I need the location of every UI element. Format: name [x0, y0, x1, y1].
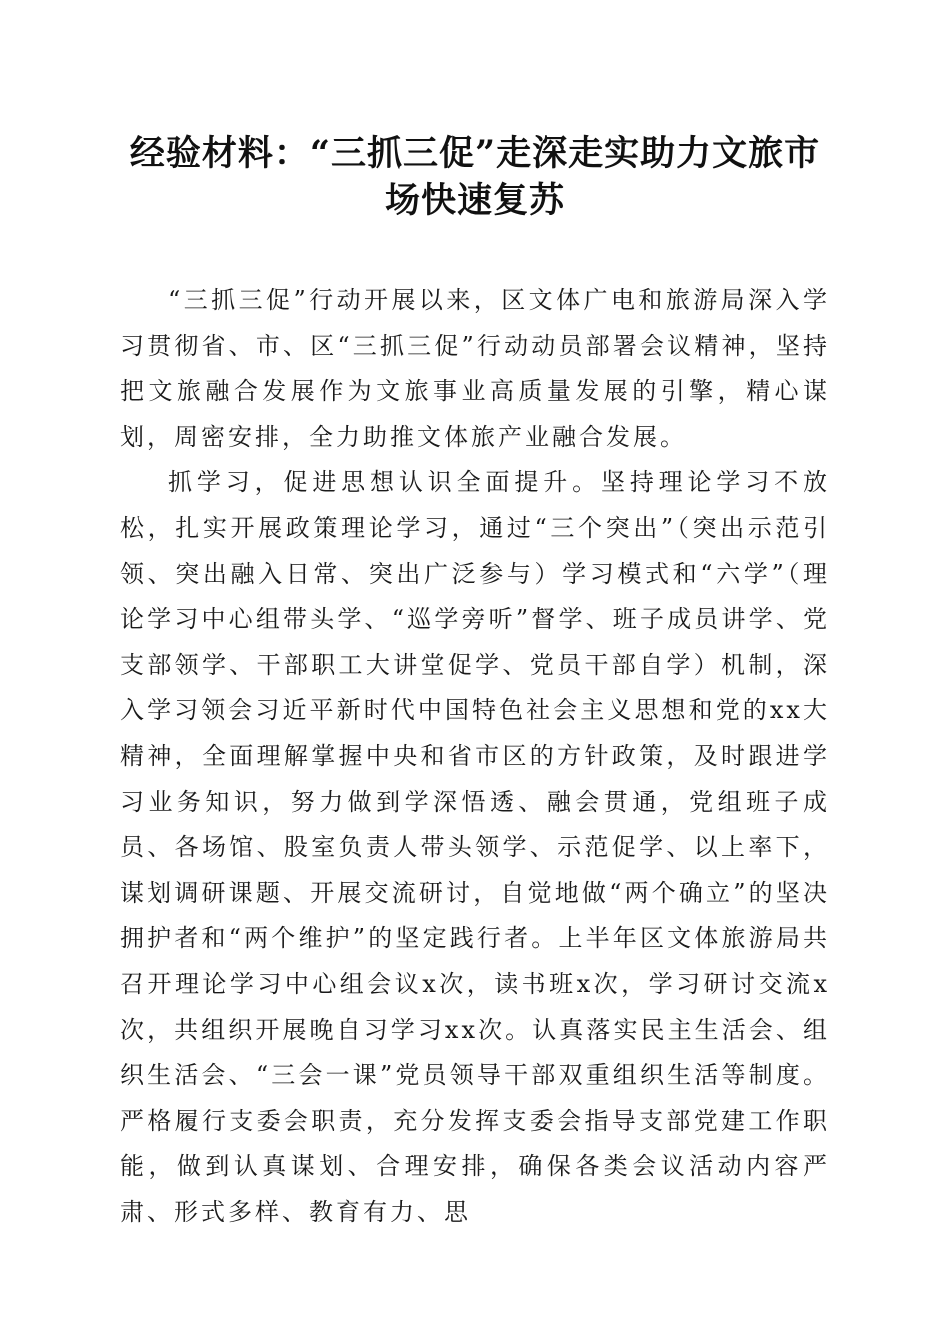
paragraph-study: 抓学习，促进思想认识全面提升。坚持理论学习不放松，扎实开展政策理论学习，通过“三个突出”（突出示范引领、突出融入日常、突出广泛参与）学习模式和“六学”（理论学习中心组带头学、“巡学旁听”督学、班子成员讲学、党支部领学、干部职工大讲堂促学、党员干部自学）机制，深入学习领会习近平新时代中国特色社会主义思想和党的xx大精神，全面理解掌握中央和省市区的方针政策，及时跟进学习业务知识，努力做到学深悟透、融会贯通，党组班子成员、各场馆、股室负责人带头领学、示范促学、以上率下，谋划调研课题、开展交流研讨，自觉地做“两个确立”的坚决拥护者和“两个维护”的坚定践行者。上半年区文体旅游局共召开理论学习中心组会议x次，读书班x次，学习研讨交流x次，共组织开展晚自习学习xx次。认真落实民主生活会、组织生活会、“三会一课”党员领导干部双重组织生活等制度。严格履行支委会职责，充分发挥支委会指导支部党建工作职能，做到认真谋划、合理安排，确保各类会议活动内容严肃、形式多样、教育有力、思 — [120, 468, 830, 1226]
document-title: 经验材料：“三抓三促”走深走实助力文旅市场快速复苏 — [129, 133, 821, 221]
paragraph-intro: “三抓三促”行动开展以来，区文体广电和旅游局深入学习贯彻省、市、区“三抓三促”行动动员部署会议精神，坚持把文旅融合发展作为文旅事业高质量发展的引擎，精心谋划，周密安排，全力助推文体旅产业融合发展。 — [120, 286, 830, 451]
document-body — [120, 278, 830, 1235]
